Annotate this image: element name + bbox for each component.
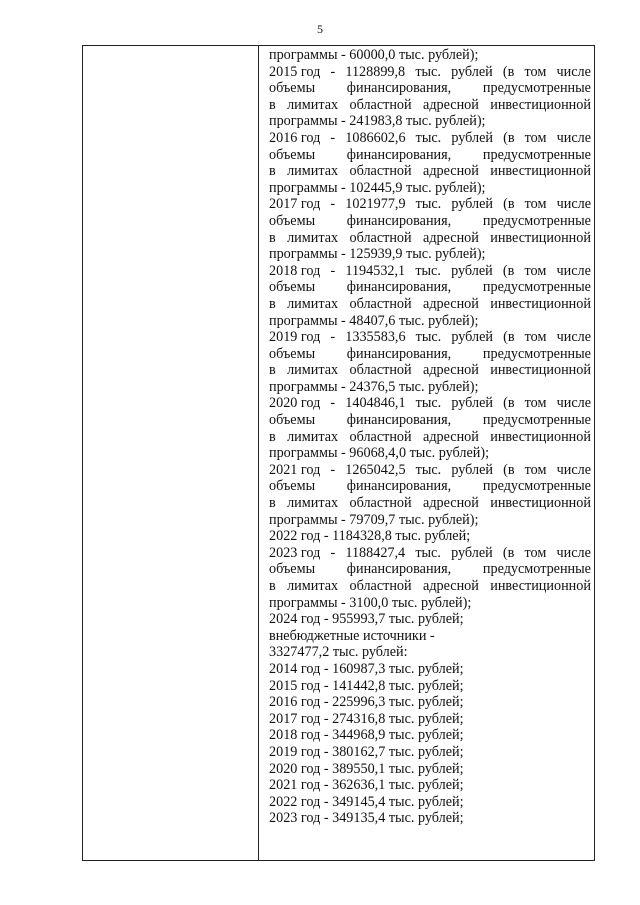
- text-fragment: (в: [502, 262, 515, 279]
- text-line: [269, 329, 591, 346]
- text-fragment: объемы: [269, 80, 316, 97]
- text-fragment: -: [330, 129, 336, 146]
- text-fragment: объемы: [269, 478, 316, 495]
- text-fragment: в: [269, 362, 276, 379]
- text-fragment: рублей: [451, 395, 493, 412]
- text-fragment: том: [524, 63, 547, 80]
- text-fragment: 2015 год - 141442,8 тыс. рублей;: [269, 677, 464, 694]
- text-fragment: в: [269, 495, 276, 512]
- text-fragment: адресной: [423, 295, 479, 312]
- text-line: [269, 512, 591, 529]
- text-line: [269, 694, 591, 711]
- text-fragment: -: [330, 544, 336, 561]
- text-line: [269, 611, 591, 628]
- text-fragment: числе: [556, 395, 591, 412]
- text-fragment: лимитах: [287, 295, 339, 312]
- text-fragment: -: [330, 395, 336, 412]
- text-fragment: финансирования,: [346, 412, 452, 429]
- text-fragment: 1194532,1: [345, 262, 406, 279]
- text-fragment: инвестиционной: [490, 428, 591, 445]
- text-fragment: лимитах: [287, 96, 339, 113]
- text-fragment: 2024 год - 955993,7 тыс. рублей;: [269, 611, 464, 628]
- text-fragment: объемы: [269, 412, 316, 429]
- text-fragment: 1021977,9: [345, 196, 406, 213]
- text-fragment: -: [330, 262, 336, 279]
- text-fragment: инвестиционной: [490, 295, 591, 312]
- text-fragment: лимитах: [287, 428, 339, 445]
- text-fragment: программы - 241983,8 тыс. рублей);: [269, 113, 486, 130]
- text-fragment: -: [330, 196, 336, 213]
- text-fragment: том: [524, 461, 547, 478]
- text-fragment: адресной: [423, 163, 479, 180]
- text-line: [269, 395, 591, 412]
- text-fragment: предусмотренные: [482, 146, 591, 163]
- text-fragment: тыс.: [415, 262, 441, 279]
- text-fragment: (в: [503, 329, 515, 346]
- text-line: [269, 263, 591, 280]
- text-fragment: программы - 102445,9 тыс. рублей);: [269, 179, 486, 196]
- table-right-cell: [269, 46, 591, 827]
- text-fragment: лимитах: [287, 163, 339, 180]
- text-fragment: рублей: [451, 329, 493, 346]
- text-fragment: предусмотренные: [482, 279, 591, 296]
- text-fragment: предусмотренные: [482, 80, 591, 97]
- text-line: [269, 47, 591, 64]
- text-fragment: внебюджетные источники -: [269, 627, 435, 644]
- text-line: [269, 528, 591, 545]
- text-fragment: том: [524, 129, 547, 146]
- text-line: [269, 462, 591, 479]
- text-fragment: инвестиционной: [490, 163, 591, 180]
- text-line: [269, 595, 591, 612]
- text-line: [269, 196, 591, 213]
- text-line: [269, 644, 591, 661]
- text-fragment: 1335583,6: [345, 329, 406, 346]
- text-fragment: в: [269, 295, 276, 312]
- text-fragment: 2021 год: [269, 461, 321, 478]
- text-line: [269, 628, 591, 645]
- text-line: [269, 230, 591, 247]
- text-fragment: инвестиционной: [490, 229, 591, 246]
- text-fragment: лимитах: [287, 578, 339, 594]
- text-fragment: 2016 год: [269, 129, 321, 146]
- text-fragment: рублей: [451, 196, 493, 213]
- text-fragment: том: [524, 196, 547, 213]
- text-line: [269, 80, 591, 97]
- text-fragment: в: [269, 578, 276, 594]
- text-fragment: финансирования,: [346, 146, 452, 163]
- text-fragment: областной: [349, 96, 412, 113]
- text-fragment: рублей: [451, 63, 493, 80]
- text-fragment: областной: [349, 362, 412, 379]
- text-line: [269, 810, 591, 827]
- text-fragment: программы - 48407,6 тыс. рублей);: [269, 312, 479, 329]
- text-fragment: предусмотренные: [482, 478, 591, 495]
- text-fragment: областной: [349, 229, 412, 246]
- text-fragment: 2021 год - 362636,1 тыс. рублей;: [269, 777, 464, 794]
- text-line: [269, 64, 591, 81]
- text-fragment: предусмотренные: [482, 345, 591, 362]
- text-fragment: тыс.: [415, 63, 441, 80]
- text-fragment: (в: [503, 395, 515, 412]
- text-fragment: финансирования,: [346, 345, 452, 362]
- text-line: [269, 495, 591, 512]
- text-line: [269, 661, 591, 678]
- column-divider: [258, 46, 259, 860]
- text-fragment: 2023 год: [269, 544, 321, 561]
- text-line: [269, 362, 591, 379]
- text-fragment: тыс.: [415, 544, 441, 561]
- text-line: [269, 163, 591, 180]
- text-fragment: рублей: [451, 461, 493, 478]
- text-fragment: 2018 год: [269, 262, 321, 279]
- text-line: [269, 313, 591, 330]
- text-fragment: адресной: [423, 96, 479, 113]
- text-fragment: предусмотренные: [482, 212, 591, 229]
- text-fragment: объемы: [269, 345, 316, 362]
- text-fragment: лимитах: [287, 362, 339, 379]
- text-fragment: адресной: [423, 495, 479, 512]
- text-line: [269, 296, 591, 313]
- text-fragment: программы - 24376,5 тыс. рублей);: [269, 378, 479, 395]
- page-number: 5: [317, 22, 323, 36]
- text-fragment: числе: [556, 262, 591, 279]
- text-fragment: объемы: [269, 146, 316, 163]
- text-fragment: предусмотренные: [482, 561, 591, 578]
- text-fragment: числе: [556, 329, 591, 346]
- text-line: [269, 561, 591, 578]
- text-fragment: том: [524, 395, 547, 412]
- text-fragment: предусмотренные: [482, 412, 591, 429]
- text-fragment: числе: [556, 461, 591, 478]
- text-fragment: программы - 60000,0 тыс. рублей);: [269, 47, 479, 63]
- text-fragment: финансирования,: [346, 478, 452, 495]
- text-line: [269, 777, 591, 794]
- text-fragment: (в: [503, 129, 515, 146]
- text-fragment: -: [330, 63, 336, 80]
- text-fragment: (в: [503, 196, 515, 213]
- text-fragment: 2019 год: [269, 329, 321, 346]
- text-line: [269, 346, 591, 363]
- text-line: [269, 113, 591, 130]
- text-fragment: объемы: [269, 561, 316, 578]
- text-fragment: 2014 год - 160987,3 тыс. рублей;: [269, 660, 464, 677]
- text-fragment: областной: [349, 163, 412, 180]
- text-fragment: 2017 год - 274316,8 тыс. рублей;: [269, 710, 464, 727]
- text-fragment: программы - 3100,0 тыс. рублей);: [269, 594, 472, 611]
- text-fragment: числе: [556, 196, 591, 213]
- text-line: [269, 130, 591, 147]
- text-fragment: в: [269, 428, 276, 445]
- text-fragment: адресной: [423, 578, 479, 594]
- text-fragment: 2023 год - 349135,4 тыс. рублей;: [269, 810, 464, 827]
- text-line: [269, 147, 591, 164]
- text-line: [269, 379, 591, 396]
- text-fragment: финансирования,: [346, 80, 452, 97]
- text-fragment: тыс.: [415, 129, 442, 146]
- text-fragment: числе: [556, 63, 591, 80]
- text-fragment: числе: [556, 129, 591, 146]
- text-fragment: тыс.: [415, 461, 442, 478]
- text-line: [269, 213, 591, 230]
- text-fragment: (в: [502, 544, 515, 561]
- text-fragment: тыс.: [415, 196, 442, 213]
- text-fragment: том: [524, 262, 547, 279]
- text-line: [269, 578, 591, 595]
- text-line: [269, 678, 591, 695]
- text-line: [269, 744, 591, 761]
- text-fragment: рублей: [451, 544, 493, 561]
- text-line: [269, 180, 591, 197]
- text-fragment: областной: [349, 578, 412, 594]
- text-fragment: 2017 год: [269, 196, 321, 213]
- text-fragment: рублей: [451, 262, 493, 279]
- text-fragment: 2022 год - 349145,4 тыс. рублей;: [269, 793, 464, 810]
- text-fragment: финансирования,: [346, 212, 452, 229]
- text-fragment: в: [269, 96, 276, 113]
- text-fragment: -: [330, 329, 336, 346]
- text-fragment: 1086602,6: [345, 129, 406, 146]
- text-fragment: 1265042,5: [345, 461, 406, 478]
- text-fragment: числе: [556, 544, 591, 561]
- text-line: [269, 711, 591, 728]
- text-fragment: инвестиционной: [490, 362, 591, 379]
- text-fragment: 2016 год - 225996,3 тыс. рублей;: [269, 694, 464, 711]
- text-fragment: объемы: [269, 212, 316, 229]
- text-fragment: лимитах: [287, 229, 339, 246]
- text-line: [269, 761, 591, 778]
- text-fragment: инвестиционной: [490, 96, 591, 113]
- text-fragment: 1188427,4: [345, 544, 406, 561]
- text-fragment: объемы: [269, 279, 316, 296]
- text-fragment: 2019 год - 380162,7 тыс. рублей;: [269, 743, 464, 760]
- text-fragment: том: [524, 544, 547, 561]
- text-fragment: инвестиционной: [490, 495, 591, 512]
- text-fragment: финансирования,: [346, 279, 452, 296]
- text-fragment: адресной: [423, 229, 479, 246]
- text-fragment: 2020 год - 389550,1 тыс. рублей;: [269, 760, 464, 777]
- text-line: [269, 727, 591, 744]
- text-fragment: 1404846,1: [345, 395, 406, 412]
- text-fragment: инвестиционной: [490, 578, 591, 594]
- text-fragment: программы - 96068,4,0 тыс. рублей);: [269, 445, 490, 462]
- text-fragment: областной: [349, 428, 412, 445]
- text-fragment: в: [269, 229, 276, 246]
- text-fragment: (в: [503, 461, 515, 478]
- text-fragment: тыс.: [415, 395, 442, 412]
- text-fragment: 2015 год: [269, 63, 321, 80]
- text-fragment: рублей: [451, 129, 493, 146]
- text-fragment: 2018 год - 344968,9 тыс. рублей;: [269, 727, 464, 744]
- text-fragment: 1128899,8: [345, 63, 406, 80]
- text-line: [269, 545, 591, 562]
- text-fragment: программы - 79709,7 тыс. рублей);: [269, 511, 479, 528]
- text-line: [269, 412, 591, 429]
- text-fragment: лимитах: [287, 495, 339, 512]
- text-line: [269, 794, 591, 811]
- text-fragment: в: [269, 163, 276, 180]
- text-line: [269, 478, 591, 495]
- text-fragment: областной: [349, 295, 412, 312]
- text-fragment: финансирования,: [346, 561, 452, 578]
- text-fragment: адресной: [423, 362, 479, 379]
- text-line: [269, 97, 591, 114]
- text-fragment: адресной: [423, 428, 479, 445]
- document-table: [82, 45, 595, 861]
- text-fragment: 2020 год: [269, 395, 321, 412]
- text-fragment: -: [330, 461, 336, 478]
- text-fragment: программы - 125939,9 тыс. рублей);: [269, 246, 486, 263]
- text-fragment: тыс.: [415, 329, 442, 346]
- text-line: [269, 429, 591, 446]
- text-line: [269, 246, 591, 263]
- text-fragment: 2022 год - 1184328,8 тыс. рублей;: [269, 528, 471, 545]
- text-fragment: том: [524, 329, 547, 346]
- text-line: [269, 445, 591, 462]
- text-fragment: (в: [502, 63, 515, 80]
- text-fragment: областной: [349, 495, 412, 512]
- text-line: [269, 279, 591, 296]
- text-fragment: 3327477,2 тыс. рублей:: [269, 644, 408, 661]
